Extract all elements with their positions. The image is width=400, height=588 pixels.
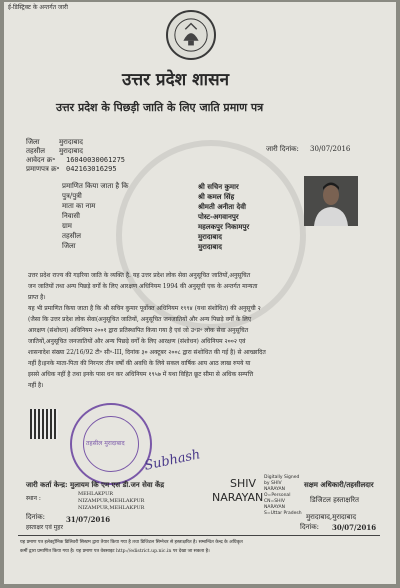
- issue-date-label: जारी दिनांक:: [266, 145, 299, 153]
- address-line: MEHLAKPUR: [78, 491, 114, 497]
- body-line: इससे अधिक नहीं है तथा इनके पास धन कर अधिनियम १९५७ में यथा विहित छूट सीमा से अधिक सम्पत्ति: [28, 371, 254, 378]
- detail-label: जिला: [62, 242, 76, 250]
- body-line: शासनादेश संख्या 22/16/92 टी॰ सी॰-III, दिनांक ३० अक्टूबर २००८ द्वारा संशोधित की गई है) से आच्छादित: [28, 349, 266, 356]
- seal-text: तहसील मुरादाबाद: [86, 440, 125, 447]
- signer-name-large: NARAYAN: [212, 491, 264, 504]
- detail-label: निवासी: [62, 212, 80, 220]
- detail-value: मुरादाबाद: [198, 242, 222, 251]
- detail-label: माता का नाम: [62, 202, 96, 210]
- application-number: 16040030061275: [66, 156, 126, 164]
- digital-sig-line: S=Uttar Pradesh: [264, 511, 302, 516]
- body-line: उत्तर प्रदेश राज्य की गड़रिया जाति के व्यक्ति है. यह उत्तर प्रदेश लोक सेवा अनुसूचित जातियों,अनुसूचित: [28, 272, 251, 279]
- handwritten-signature: Subhash: [143, 447, 202, 474]
- detail-value: श्री सचिन कुमार: [198, 182, 239, 191]
- digital-sign-label: डिजिटल हस्ताक्षरित: [310, 496, 359, 504]
- address-line: NIZAMPUR,MEHLAKPUR: [78, 498, 145, 504]
- certificate-page: [4, 2, 396, 584]
- body-line: यह भी प्रमाणित किया जाता है कि श्री सचिन कुमार पूर्वोक्त अधिनियम १९९४ (यथा संशोधित) की अनुसूची २: [28, 305, 261, 312]
- detail-value: पोस्ट-अगवानपुर: [198, 212, 239, 221]
- certificate-title: उत्तर प्रदेश के पिछड़ी जाति के लिए जाति प्रमाण पत्र: [56, 101, 264, 114]
- signer-name-large: SHIV: [230, 477, 257, 490]
- tehsil-value: मुरादाबाद: [59, 147, 83, 155]
- place-label: स्थान :: [26, 495, 41, 502]
- certificate-number: 042163016295: [66, 165, 117, 173]
- district-label: जिला: [26, 138, 40, 146]
- certificate-number-label: प्रमाणपत्र क्र॰: [26, 165, 60, 173]
- footer-divider: [18, 535, 380, 536]
- tehsil-label: तहसील: [26, 147, 45, 155]
- up-emblem-icon: [166, 10, 216, 60]
- digital-sig-line: NARAYAN: [264, 505, 285, 510]
- authority-date: 30/07/2016: [332, 523, 377, 532]
- issue-center-date-label: दिनांक:: [26, 513, 45, 521]
- detail-label: प्रमाणित किया जाता है कि: [62, 182, 129, 190]
- body-line: (जैसा कि उत्तर प्रदेश लोक सेवा(अनुसूचित जातियों, अनुसूचित जनजातियों और अन्य पिछड़े वर्गों के लिए: [28, 316, 252, 323]
- tehsil-seal-icon: [70, 403, 152, 485]
- issuing-center: जारी कर्ता केन्द्र: मुलायम कि एम एस डी.जन सेवा केंद्र: [26, 480, 165, 489]
- digital-sig-line: Digitally Signed: [264, 475, 300, 480]
- authority-title: सक्षम अधिकारी/तहसीलदार: [304, 480, 374, 489]
- digital-sig-line: by SHIV: [264, 481, 282, 486]
- detail-label: पुत्र/पुत्री: [62, 192, 82, 200]
- address-line: NIZAMPUR,MEHLAKPUR: [78, 505, 145, 511]
- application-label: आवेदन क्र॰: [26, 156, 56, 164]
- body-line: नहीं है।: [28, 382, 44, 389]
- authority-date-label: दिनांक:: [300, 523, 319, 531]
- body-line: जन जातियों तथा अन्य पिछड़े वर्गों के लिए आरक्षण अधिनियम 1994 की अनुसूची एक के अन्तर्गत मान्यता: [28, 283, 258, 290]
- issue-date-value: 30/07/2016: [310, 145, 351, 153]
- district-value: मुरादाबाद: [59, 138, 83, 146]
- body-line: आरक्षण (संशोधन) अधिनियम २००१ द्वारा प्रतिस्थापित किया गया है एवं जो उ॰प्र॰ लोक सेवा अनुसूचित: [28, 327, 249, 334]
- state-title: उत्तर प्रदेश शासन: [122, 70, 230, 90]
- detail-value: महलकपुर निकामपुर: [198, 222, 250, 231]
- footer-note: कर्मी द्वारा प्रमाणित किया गया है। यह प्रमाण पत्र वेबसाइट http://edistrict.up.nic.in पर देखा जा सकता है।: [20, 549, 210, 554]
- body-line: प्राप्त है।: [28, 294, 46, 301]
- applicant-photo: [304, 176, 358, 226]
- footer-note: यह प्रमाण पत्र इलेक्ट्रॉनिक डिलिवरी सिस्टम द्वारा तैयार किया गया है तथा डिजिटल सिग्नेचर से हस्ताक्षरित है। सम्बन्धित केन्द्र के अधिकृत: [20, 540, 243, 545]
- detail-value: मुरादाबाद: [198, 232, 222, 241]
- authority-place: मुरादाबाद,मुरादाबाद: [306, 513, 357, 521]
- digital-sig-line: O=Personal: [264, 493, 291, 498]
- detail-label: तहसील: [62, 232, 81, 240]
- issue-center-date: 31/07/2016: [66, 515, 111, 524]
- qr-code-icon: [30, 409, 58, 439]
- detail-label: ग्राम: [62, 222, 72, 230]
- detail-value: श्रीमती अनीता देवी: [198, 202, 246, 211]
- digital-sig-line: CN=SHIV: [264, 499, 285, 504]
- body-line: जातियों,अनुसूचित जनजातियों और अन्य पिछड़े वर्गों के लिए आरक्षण (संशोधन) अधिनियम २००२ एवं: [28, 338, 246, 345]
- digital-sig-line: NARAYAN: [264, 487, 285, 492]
- sign-and-seal-label: हस्ताक्षर एवं मुहर: [26, 524, 63, 531]
- detail-value: श्री कमल सिंह: [198, 192, 235, 201]
- top-note: ई-डिस्ट्रिक्ट के अन्तर्गत जारी: [8, 4, 68, 11]
- body-line: नहीं है।इनके माता-पिता की निरन्तर तीन वर्षों की अवधि के लिये सकल वार्षिक आय आठ लाख रुपये या: [28, 360, 251, 367]
